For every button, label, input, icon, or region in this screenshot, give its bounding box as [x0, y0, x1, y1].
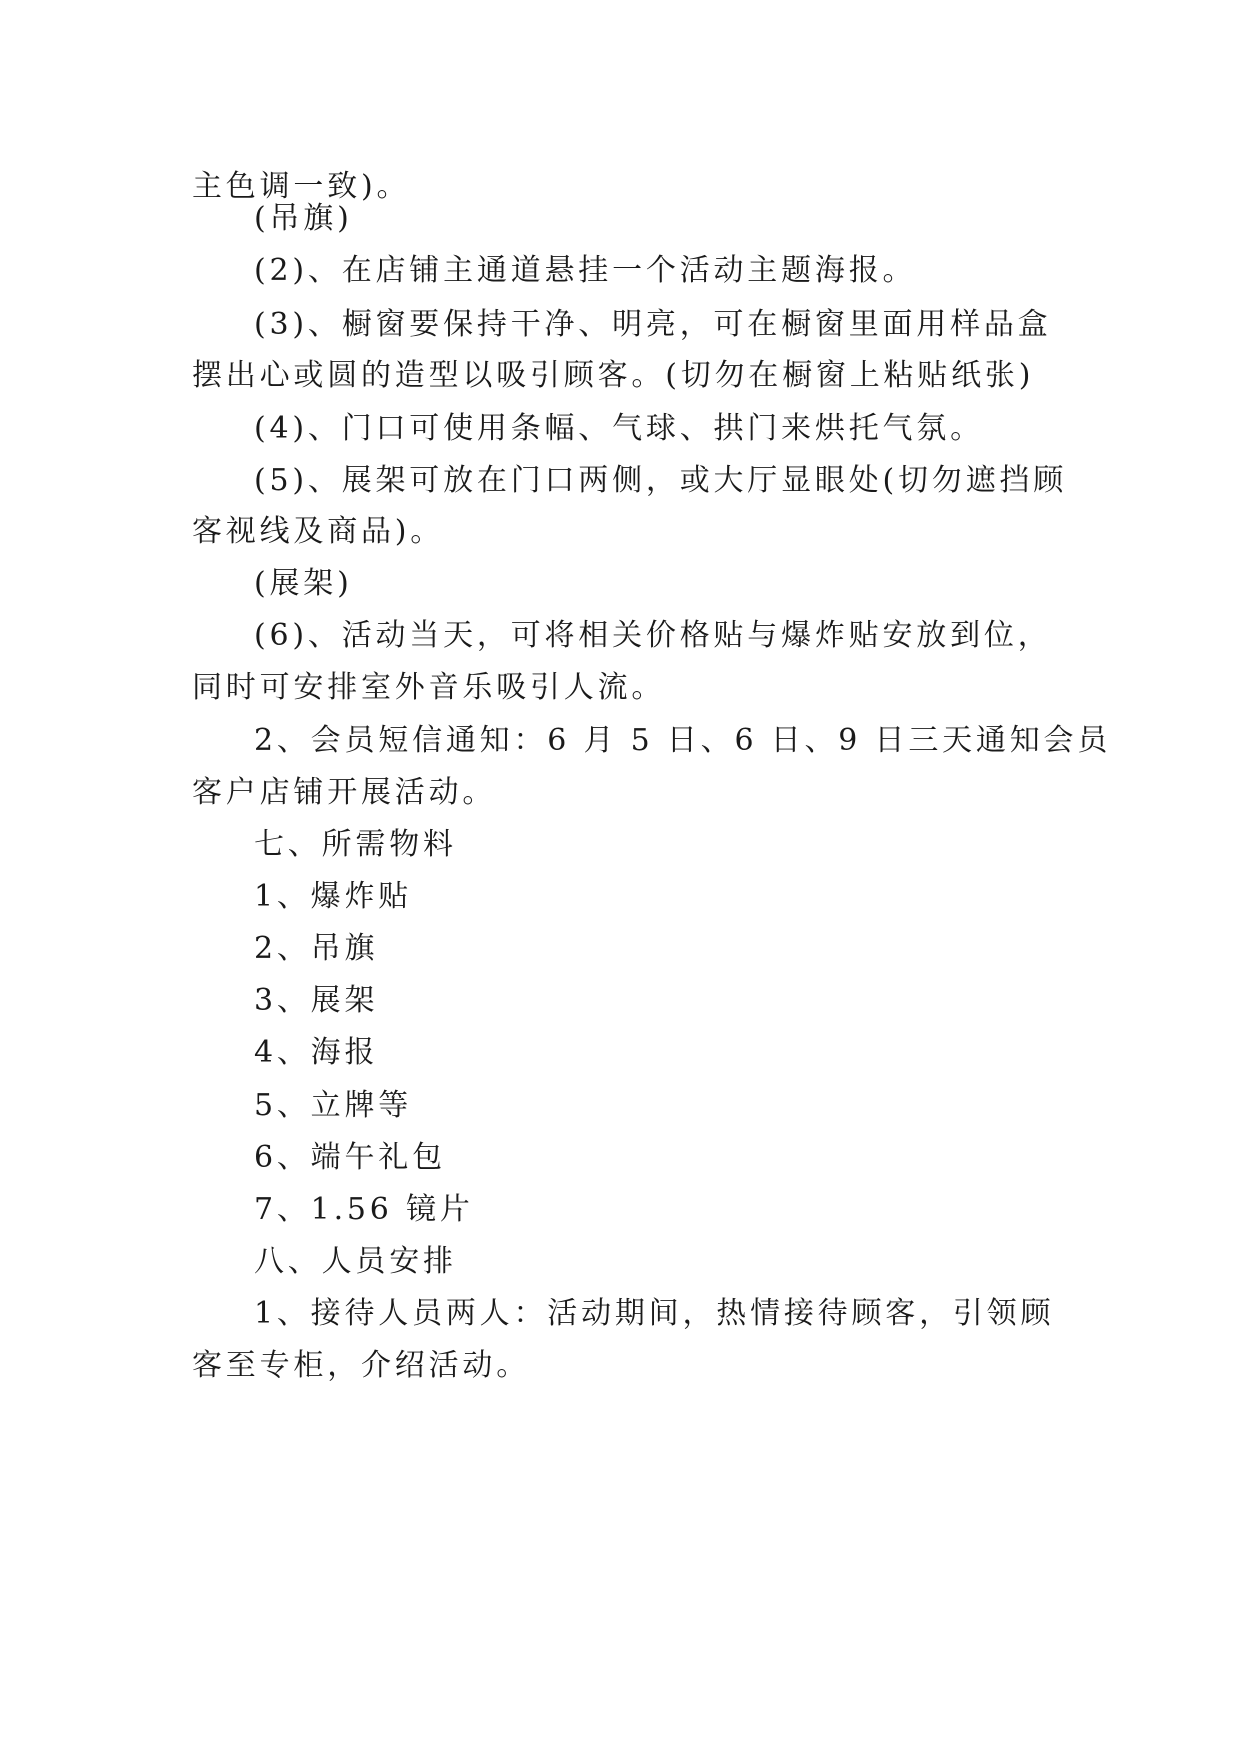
- text-line: 主色调一致)。: [192, 169, 411, 204]
- text-line: 客视线及商品)。: [192, 514, 445, 549]
- text-line: 客至专柜，介绍活动。: [192, 1348, 530, 1383]
- text-line: (5)、展架可放在门口两侧，或大厅显眼处(切勿遮挡顾: [254, 463, 1067, 498]
- text-line: (6)、活动当天，可将相关价格贴与爆炸贴安放到位，: [254, 618, 1052, 653]
- list-item: 6、端午礼包: [254, 1140, 446, 1175]
- list-item: 4、海报: [254, 1035, 379, 1070]
- list-item: 7、1.56 镜片: [254, 1192, 474, 1227]
- text-line: (吊旗): [254, 201, 353, 236]
- text-line: (4)、门口可使用条幅、气球、拱门来烘托气氛。: [254, 411, 984, 446]
- list-item: 3、展架: [254, 983, 379, 1018]
- list-item: 5、立牌等: [254, 1088, 413, 1123]
- text-line: 客户店铺开展活动。: [192, 775, 497, 810]
- text-line: (3)、橱窗要保持干净、明亮，可在橱窗里面用样品盒: [254, 307, 1052, 342]
- list-item: 1、爆炸贴: [254, 879, 413, 914]
- section-heading: 七、所需物料: [254, 827, 457, 862]
- text-line: 1、接待人员两人：活动期间，热情接待顾客，引领顾: [254, 1296, 1055, 1331]
- section-heading: 八、人员安排: [254, 1244, 457, 1279]
- list-item: 2、吊旗: [254, 931, 379, 966]
- text-line: 摆出心或圆的造型以吸引顾客。(切勿在橱窗上粘贴纸张): [192, 358, 1035, 393]
- text-line: 2、会员短信通知：6 月 5 日、6 日、9 日三天通知会员: [254, 723, 1112, 758]
- text-line: (展架): [254, 566, 353, 601]
- text-line: 同时可安排室外音乐吸引人流。: [192, 670, 666, 705]
- text-line: (2)、在店铺主通道悬挂一个活动主题海报。: [254, 253, 917, 288]
